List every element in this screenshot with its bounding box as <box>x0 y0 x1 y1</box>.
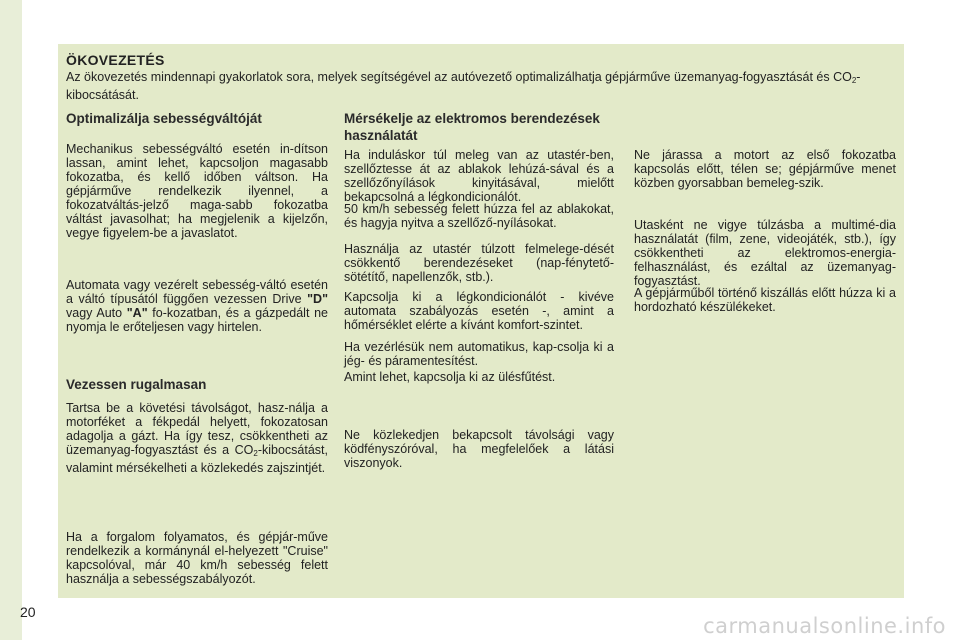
paragraph-defrost: Ha vezérlésük nem automatikus, kap-csolja ki a jég- és páramentesítést. <box>344 340 614 368</box>
paragraph-windows: 50 km/h sebesség felett húzza fel az ablakokat, és hagyja nyitva a szellőző-nyílásokat. <box>344 202 614 230</box>
watermark: carmanualsonline.info <box>703 614 946 638</box>
intro-paragraph: Az ökovezetés mindennapi gyakorlatok sora, melyek segítségével az autóvezető optimalizálhatja gépjárműve üzemanyag-fogyasztását és $CO_2$-kibocsátását. <box>66 70 861 102</box>
page-number: 20 <box>20 604 36 620</box>
paragraph-multimedia: Utasként ne vigye túlzásba a multimé-dia használatát (film, zene, videojáték, stb.), így csökkentheti az elektromos-energia-felhasználást, és ezáltal az üzemanyag-fogyasztást. <box>634 218 896 288</box>
paragraph-ventilation: Ha induláskor túl meleg van az utastér-ben, szellőztesse át az ablakok lehúzá-sával és a szellőzőnyílások kinyitásával, mielőtt bekapcsolná a légkondicionálót. <box>344 148 614 204</box>
paragraph-air-conditioning: Kapcsolja ki a légkondicionálót - kivéve automata szabályozás esetén -, amint a hőmérséklet elérte a kívánt komfort-szintet. <box>344 290 614 332</box>
paragraph-following-distance: Tartsa be a követési távolságot, hasz-nálja a motorféket a fékpedál helyett, fokozatosan adagolja a gázt. Ha így tesz, csökkentheti az üzemanyag-fogyasztást és a $CO_2$-kibocsátást, valamint mérsékelheti a közlekedés zajszintjét. <box>66 401 328 475</box>
paragraph-cruise-control: Ha a forgalom folyamatos, és gépjár-műve rendelkezik a kormánynál el-helyezett "Cruise" kapcsolóval, már 40 km/h sebesség felett használja a sebességszabályozót. <box>66 530 328 586</box>
paragraph-automatic-gearbox: Automata vagy vezérelt sebesség-váltó esetén a váltó típusától függően vezessen Drive "D" vagy Auto "A" fo-kozatban, és a gázpedált ne nyomja le erőteljesen vagy hirtelen. <box>66 278 328 334</box>
paragraph-manual-gearbox: Mechanikus sebességváltó esetén in-dítson lassan, amint lehet, kapcsoljon magasabb fokozatba, és kellő időben váltson. Ha gépjárműve rendelkezik ilyennel, a fokozatváltás-jelző maga-sabb fokozatba váltást javasolhat; ha megjelenik a kijelzőn, vegye figyelem-be a javaslatot. <box>66 142 328 240</box>
heading-electrical-equipment: Mérsékelje az elektromos berendezések használatát <box>344 111 600 143</box>
left-margin-strip <box>0 0 22 640</box>
paragraph-portable-devices: A gépjárműből történő kiszállás előtt húzza ki a hordozható készülékeket. <box>634 286 896 314</box>
paragraph-fog-lamps: Ne közlekedjen bekapcsolt távolsági vagy ködfényszóróval, ha megfelelőek a látási viszonyok. <box>344 428 614 470</box>
paragraph-seat-heating: Amint lehet, kapcsolja ki az ülésfűtést. <box>344 370 556 384</box>
page-title: ÖKOVEZETÉS <box>66 52 165 68</box>
heading-drive-smoothly: Vezessen rugalmasan <box>66 377 207 392</box>
heading-gearbox: Optimalizálja sebességváltóját <box>66 111 262 126</box>
paragraph-sunblinds: Használja az utastér túlzott felmelege-dését csökkentő berendezéseket (nap-fénytető-sötétítő, napellenzők, stb.). <box>344 242 614 284</box>
paragraph-engine-warmup: Ne járassa a motort az első fokozatba kapcsolás előtt, télen se; gépjárműve menet közben gyorsabban bemeleg-szik. <box>634 148 896 190</box>
